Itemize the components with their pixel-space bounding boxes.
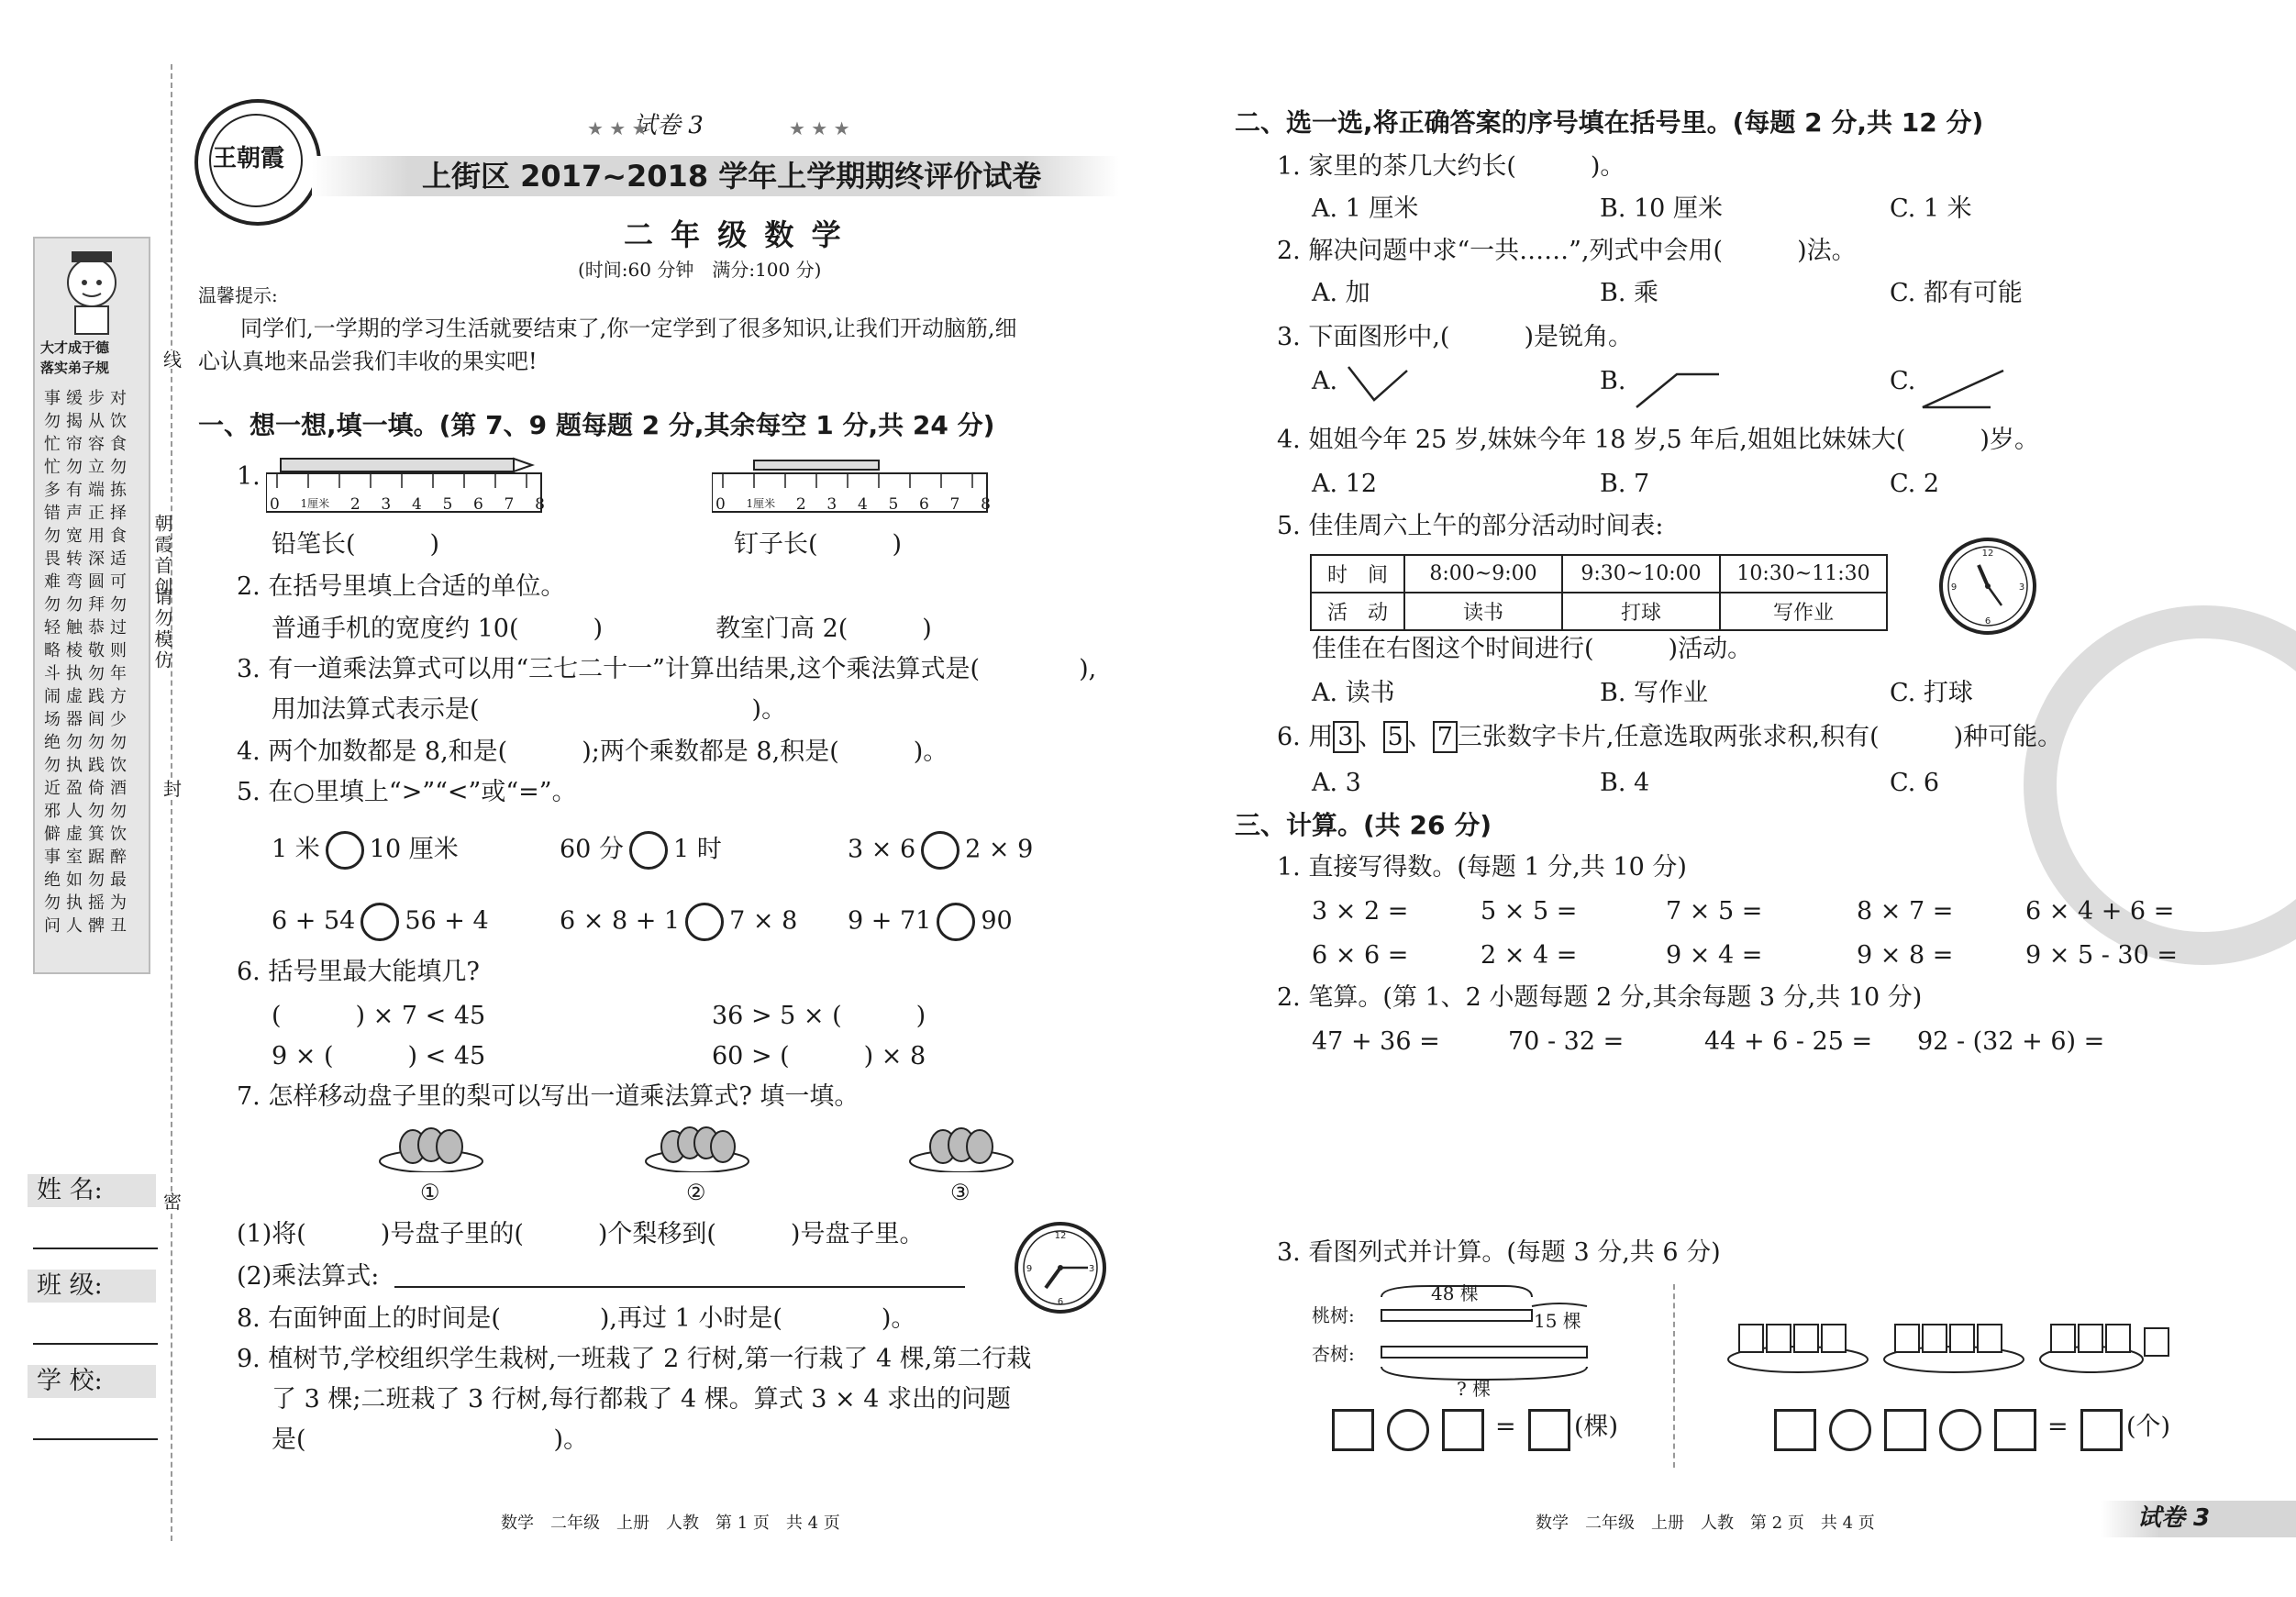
exam-badge: 试卷 3 <box>633 112 704 139</box>
q7-text: 7. 怎样移动盘子里的梨可以写出一道乘法算式? 填一填。 <box>237 1082 860 1111</box>
s2-q4-b[interactable]: B. 7 <box>1600 470 1650 498</box>
time-info: (时间:60 分钟 满分:100 分) <box>578 259 822 281</box>
oral-calc[interactable]: 9 × 5 - 30 = <box>2025 941 2178 970</box>
activity-timetable <box>1310 554 1888 631</box>
subject-title: 二 年 级 数 学 <box>624 217 845 252</box>
ruler1-tick-7: 7 <box>504 495 515 514</box>
ruler1-tick-0: 0 <box>270 495 280 514</box>
svg-text:6: 6 <box>1984 616 1991 627</box>
oral-calc[interactable]: 6 × 4 + 6 = <box>2025 897 2175 926</box>
apricot-label: 杏树: <box>1312 1343 1355 1365</box>
operator-circle[interactable] <box>1939 1409 1981 1451</box>
name-label: 姓 名: <box>37 1176 103 1204</box>
compare-circle[interactable] <box>937 903 975 941</box>
s2-q5-a[interactable]: A. 读书 <box>1312 679 1395 707</box>
s2-q5-c[interactable]: C. 打球 <box>1890 679 1973 707</box>
s2-q5-b[interactable]: B. 写作业 <box>1600 679 1709 707</box>
q5-item-4: 6 + 54 56 + 4 <box>272 903 489 941</box>
seal-word-feng: 封 <box>163 778 182 800</box>
compare-circle[interactable] <box>685 903 724 941</box>
q1-pencil-answer[interactable]: 铅笔长( ) <box>272 530 440 559</box>
compare-circle[interactable] <box>360 903 399 941</box>
corner-badge: 试卷 3 <box>2137 1504 2211 1532</box>
ruler1-tick-8: 8 <box>535 495 545 514</box>
s2-q3-c[interactable]: C. <box>1890 367 1916 395</box>
timetable-header-activity: 活 动 <box>1311 593 1404 630</box>
q7-part-1[interactable]: (1)将( )号盘子里的( )个梨移到( )号盘子里。 <box>237 1220 925 1248</box>
cups-on-trays-figure <box>1725 1314 2183 1378</box>
oral-calc[interactable]: 2 × 4 = <box>1481 941 1578 970</box>
answer-box[interactable] <box>1884 1409 1926 1451</box>
svg-text:9: 9 <box>1026 1264 1033 1274</box>
q5-item-1: 1 米 10 厘米 <box>272 831 459 870</box>
q9-line-3[interactable]: 是( )。 <box>272 1425 589 1454</box>
s2-q6[interactable]: 6. 用 3 、 5 、 7 三张数字卡片,任意选取两张求积,积有( )种可能。 <box>1277 723 2063 751</box>
badge-stars-right: ★ ★ ★ <box>789 117 850 139</box>
timetable-cell: 读书 <box>1404 593 1562 630</box>
tips-line-2: 心认真地来品尝我们丰收的果实吧! <box>198 349 538 374</box>
tips-line-1: 同学们,一学期的学习生活就要结束了,你一定学到了很多知识,让我们开动脑筋,细 <box>240 316 1017 341</box>
q1-nail-answer[interactable]: 钉子长( ) <box>734 530 903 559</box>
timetable-header-time: 时 间 <box>1311 555 1404 593</box>
timetable-row-time <box>1311 555 1887 593</box>
oral-calc[interactable]: 3 × 2 = <box>1312 897 1409 926</box>
divider <box>1673 1284 1675 1468</box>
compare-circle[interactable] <box>326 831 364 870</box>
q5-item-2: 60 分 1 时 <box>560 831 722 870</box>
q4-text[interactable]: 4. 两个加数都是 8,和是( );两个乘数都是 8,积是( )。 <box>237 738 948 766</box>
clock-face-icon <box>1013 1220 1108 1315</box>
oral-calc[interactable]: 5 × 5 = <box>1481 897 1578 926</box>
scholar-cartoon-icon <box>35 238 149 339</box>
ruler2-tick-1: 1厘米 <box>746 497 776 510</box>
oral-calc[interactable]: 9 × 4 = <box>1666 941 1763 970</box>
ruler1-tick-1: 1厘米 <box>300 497 330 510</box>
q2-door-answer[interactable]: 教室门高 2( ) <box>715 615 932 643</box>
operator-circle[interactable] <box>1387 1409 1429 1451</box>
q2-phone-answer[interactable]: 普通手机的宽度约 10( ) <box>272 615 604 643</box>
s2-q2-b[interactable]: B. 乘 <box>1600 279 1659 307</box>
q7-part-2: (2)乘法算式: <box>237 1262 380 1291</box>
compare-circle[interactable] <box>921 831 959 870</box>
s2-q3-a[interactable]: A. <box>1312 367 1338 395</box>
q5-item-3: 3 × 6 2 × 9 <box>848 831 1033 870</box>
ruler1-ticks <box>270 495 545 514</box>
answer-box[interactable] <box>1442 1409 1484 1451</box>
section1-heading: 一、想一想,填一填。(第 7、9 题每题 2 分,其余每空 1 分,共 24 分) <box>198 410 995 440</box>
ruler1-tick-5: 5 <box>442 495 453 514</box>
ruler2-tick-8: 8 <box>981 495 991 514</box>
seal-word-mi: 密 <box>163 1191 182 1213</box>
s2-q2-a[interactable]: A. 加 <box>1312 279 1370 307</box>
s2-q1[interactable]: 1. 家里的茶几大约长( )。 <box>1277 152 1625 181</box>
s2-q3[interactable]: 3. 下面图形中,( )是锐角。 <box>1277 323 1633 351</box>
answer-box[interactable] <box>1528 1409 1570 1451</box>
q3-line-2[interactable]: 用加法算式表示是( )。 <box>272 695 787 724</box>
class-field[interactable] <box>33 1343 158 1345</box>
number-card-7: 7 <box>1433 721 1458 753</box>
q6-text: 6. 括号里最大能填几? <box>237 958 480 986</box>
svg-text:12: 12 <box>1054 1231 1067 1241</box>
timetable-cell: 8:00~9:00 <box>1404 555 1562 593</box>
ruler2-tick-5: 5 <box>888 495 899 514</box>
q6-item-2[interactable]: 36 > 5 × ( ) <box>712 1002 926 1030</box>
school-field[interactable] <box>33 1438 158 1440</box>
peach-label: 桃树: <box>1312 1304 1355 1326</box>
plate-label-1: ① <box>420 1180 440 1205</box>
q5-item-6: 9 + 71 90 <box>848 903 1013 941</box>
compare-circle[interactable] <box>629 831 668 870</box>
side-vertical-2: 请勿模仿 <box>151 587 173 671</box>
timetable-row-activity <box>1311 593 1887 630</box>
s3-part-1: 1. 直接写得数。(每题 1 分,共 10 分) <box>1277 853 1687 882</box>
section3-heading: 三、计算。(共 26 分) <box>1235 810 1492 840</box>
brand-logo-text: 王朝霞 <box>213 145 285 172</box>
timetable-cell: 写作业 <box>1720 593 1887 630</box>
school-label: 学 校: <box>37 1367 103 1395</box>
equals-sign: = <box>2047 1413 2069 1441</box>
number-card-5: 5 <box>1383 721 1408 753</box>
footer-page-1: 数学 二年级 上册 人教 第 1 页 共 4 页 <box>501 1514 840 1533</box>
plate-label-3: ③ <box>950 1180 971 1205</box>
operator-circle[interactable] <box>1829 1409 1871 1451</box>
tree-bar-diagram <box>1376 1279 1614 1398</box>
oral-calc[interactable]: 6 × 6 = <box>1312 941 1409 970</box>
svg-text:3: 3 <box>1088 1264 1095 1274</box>
name-field[interactable] <box>33 1248 158 1249</box>
svg-text:3: 3 <box>2018 582 2025 593</box>
pear-plate-1-icon <box>376 1121 486 1172</box>
diff-trees-label: 15 棵 <box>1534 1310 1581 1332</box>
written-calc[interactable]: 44 + 6 - 25 = <box>1704 1027 1873 1056</box>
written-calc[interactable]: 92 - (32 + 6) = <box>1917 1027 2105 1056</box>
ruler2-tick-7: 7 <box>949 495 960 514</box>
s2-q4-a[interactable]: A. 12 <box>1312 470 1378 498</box>
section2-heading: 二、选一选,将正确答案的序号填在括号里。(每题 2 分,共 12 分) <box>1235 107 1984 138</box>
motto-verses: 事缓步对 勿揭从饮 忙帘容食 忙勿立勿 多有端拣 错声正择 勿宽用食 畏转深适 难弯圆可 勿勿拜勿 轻触恭过 略棱敬则 斗执勿年 闹虚践方 场器闾少 绝勿勿勿 勿执践饮 近盈倚酒 邪人勿勿 僻虚箕饮 事室踞醉 绝如勿最 勿执摇为 问人髀丑 <box>44 389 132 936</box>
s2-q1-c[interactable]: C. 1 米 <box>1890 194 1972 223</box>
angle-a-icon <box>1343 363 1416 409</box>
angle-c-icon <box>1917 367 2009 413</box>
s3-part-3: 3. 看图列式并计算。(每题 3 分,共 6 分) <box>1277 1238 1721 1267</box>
ruler1-tick-6: 6 <box>473 495 483 514</box>
ruler1-tick-2: 2 <box>349 495 360 514</box>
svg-text:12: 12 <box>1981 549 1994 559</box>
class-label: 班 级: <box>37 1271 103 1300</box>
timetable-cell: 10:30~11:30 <box>1720 555 1887 593</box>
q5-text: 5. 在○里填上“>”“<”或“=”。 <box>237 778 577 806</box>
s2-q2[interactable]: 2. 解决问题中求“一共……”,列式中会用( )法。 <box>1277 237 1857 265</box>
q6-item-1[interactable]: ( ) × 7 < 45 <box>272 1002 486 1030</box>
side-vertical-1: 朝霞首创 <box>151 514 173 598</box>
unknown-trees-label: ? 棵 <box>1457 1378 1492 1400</box>
s2-q3-b[interactable]: B. <box>1600 367 1626 395</box>
answer-box[interactable] <box>1774 1409 1816 1451</box>
s2-q4[interactable]: 4. 姐姐今年 25 岁,妹妹今年 18 岁,5 年后,姐姐比妹妹大( )岁。 <box>1277 426 2039 454</box>
timetable-cell: 9:30~10:00 <box>1562 555 1720 593</box>
s2-q6-b[interactable]: B. 4 <box>1600 769 1650 797</box>
ruler2-tick-0: 0 <box>715 495 726 514</box>
ruler2-tick-3: 3 <box>826 495 837 514</box>
footer-page-2: 数学 二年级 上册 人教 第 2 页 共 4 页 <box>1536 1514 1875 1533</box>
q6-item-4[interactable]: 60 > ( ) × 8 <box>712 1042 926 1070</box>
q2-text: 2. 在括号里填上合适的单位。 <box>237 572 566 601</box>
tips-label: 温馨提示: <box>198 284 278 306</box>
pear-plate-3-icon <box>906 1121 1016 1172</box>
equals-sign: = <box>1495 1413 1516 1441</box>
q9-line-2: 了 3 棵;二班栽了 3 行树,每行都栽了 4 棵。算式 3 × 4 求出的问题 <box>272 1385 1012 1414</box>
motto-line-2: 落实弟子规 <box>40 360 110 376</box>
answer-box[interactable] <box>1332 1409 1374 1451</box>
pear-plate-2-icon <box>642 1121 752 1172</box>
q1-number: 1. <box>237 462 261 491</box>
answer-box[interactable] <box>2080 1409 2123 1451</box>
exam-title: 上街区 2017~2018 学年上学期期终评价试卷 <box>422 159 1042 194</box>
s2-q2-c[interactable]: C. 都有可能 <box>1890 279 2023 307</box>
unit-trees: (棵) <box>1574 1413 1619 1441</box>
s2-q6-c[interactable]: C. 6 <box>1890 769 1940 797</box>
q6-item-3[interactable]: 9 × ( ) < 45 <box>272 1042 486 1070</box>
number-card-3: 3 <box>1333 721 1358 753</box>
s2-q1-b[interactable]: B. 10 厘米 <box>1600 194 1723 223</box>
q5-item-5: 6 × 8 + 1 7 × 8 <box>560 903 797 941</box>
s2-q4-c[interactable]: C. 2 <box>1890 470 1940 498</box>
written-calc[interactable]: 70 - 32 = <box>1508 1027 1625 1056</box>
ruler2-ticks <box>715 495 991 514</box>
q7-formula-field[interactable] <box>394 1286 965 1288</box>
oral-calc[interactable]: 9 × 8 = <box>1857 941 1954 970</box>
angle-b-icon <box>1633 367 1725 413</box>
s2-q6-a[interactable]: A. 3 <box>1312 769 1361 797</box>
unit-cups: (个) <box>2126 1413 2171 1441</box>
motto-line-1: 大才成于德 <box>40 339 110 356</box>
brand-logo <box>194 99 321 226</box>
clock-activity-icon <box>1937 536 2038 637</box>
s2-q1-a[interactable]: A. 1 厘米 <box>1312 194 1419 223</box>
binding-line <box>171 64 172 1541</box>
s2-q5: 5. 佳佳周六上午的部分活动时间表: <box>1277 512 1664 540</box>
plate-label-2: ② <box>686 1180 706 1205</box>
ruler2-tick-4: 4 <box>857 495 868 514</box>
oral-calc[interactable]: 8 × 7 = <box>1857 897 1954 926</box>
ruler1-tick-3: 3 <box>381 495 392 514</box>
motto-sidebar <box>33 237 150 974</box>
timetable-cell: 打球 <box>1562 593 1720 630</box>
ruler2-tick-2: 2 <box>795 495 806 514</box>
s3-part-2: 2. 笔算。(第 1、2 小题每题 2 分,其余每题 3 分,共 10 分) <box>1277 983 1923 1012</box>
s2-q5-question[interactable]: 佳佳在右图这个时间进行( )活动。 <box>1312 635 1753 663</box>
ruler2-tick-6: 6 <box>919 495 929 514</box>
svg-text:6: 6 <box>1057 1297 1064 1307</box>
seal-word-xian: 线 <box>163 349 182 371</box>
ruler1-tick-4: 4 <box>411 495 422 514</box>
written-calc[interactable]: 47 + 36 = <box>1312 1027 1440 1056</box>
q3-line-1[interactable]: 3. 有一道乘法算式可以用“三七二十一”计算出结果,这个乘法算式是( ), <box>237 655 1097 683</box>
q9-line-1: 9. 植树节,学校组织学生栽树,一班栽了 2 行树,第一行栽了 4 棵,第二行栽 <box>237 1345 1032 1373</box>
badge-stars-left: ★ ★ ★ <box>587 117 649 139</box>
total-trees-label: 48 棵 <box>1431 1282 1479 1304</box>
oral-calc[interactable]: 7 × 5 = <box>1666 897 1763 926</box>
q8-text[interactable]: 8. 右面钟面上的时间是( ),再过 1 小时是( )。 <box>237 1304 916 1333</box>
svg-text:9: 9 <box>1950 582 1958 593</box>
answer-box[interactable] <box>1994 1409 2036 1451</box>
